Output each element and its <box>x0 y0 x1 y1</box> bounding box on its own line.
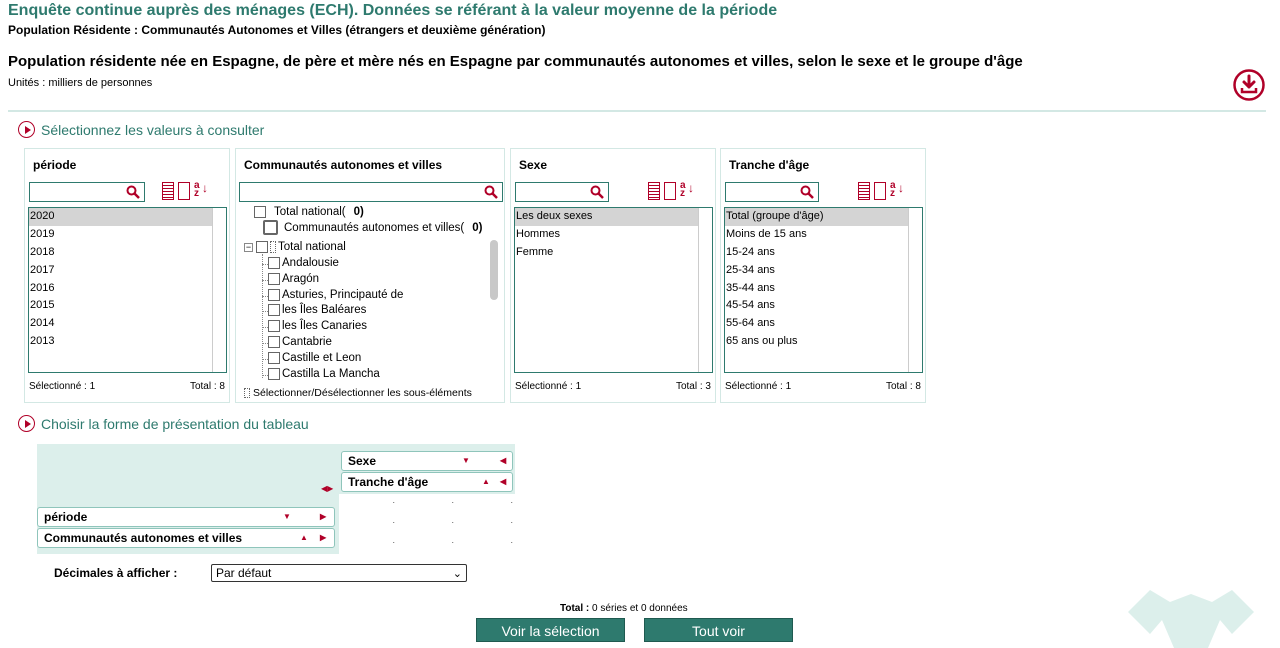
tree-item-label: Andalousie <box>282 257 339 269</box>
periode-scrollbar[interactable] <box>212 208 226 372</box>
table-layout-grid <box>37 444 515 554</box>
periode-selected-count: Sélectionné : 1 <box>29 381 96 392</box>
header-divider <box>8 110 1266 112</box>
list-item[interactable]: 65 ans ou plus <box>726 335 798 348</box>
ccaa-toggle-children[interactable] <box>244 387 472 399</box>
checkbox[interactable] <box>268 368 280 380</box>
layout-section-title: Choisir la forme de présentation du tableau <box>41 415 309 432</box>
deselect-all-icon[interactable] <box>664 182 676 200</box>
total-summary <box>560 603 688 614</box>
tree-item[interactable] <box>268 336 332 348</box>
age-tools <box>858 182 906 200</box>
grid-cell: . <box>510 515 513 525</box>
move-right-icon[interactable]: ▶ <box>320 512 327 521</box>
move-left-icon[interactable]: ◀ <box>500 477 507 486</box>
grid-cell: . <box>451 535 454 545</box>
sexe-scrollbar[interactable] <box>698 208 712 372</box>
ccaa-search-input[interactable] <box>239 182 503 202</box>
units-line <box>8 77 152 89</box>
tree-item[interactable] <box>268 257 339 269</box>
page-title: Enquête continue auprès des ménages (ECH). Données se référant à la valeur moyenne de la période <box>8 2 778 19</box>
panel-periode <box>24 148 230 403</box>
tree-item[interactable] <box>268 368 380 380</box>
tree-item-label: Asturies, Principauté de <box>282 288 404 301</box>
tree-select-icon <box>244 388 250 398</box>
decimals-select-value: Par défaut <box>216 566 272 580</box>
sort-az-icon[interactable]: a z ↓ <box>890 180 904 199</box>
checkbox[interactable] <box>268 352 280 364</box>
units-value: milliers de personnes <box>48 77 153 89</box>
search-icon[interactable] <box>590 185 604 199</box>
tree-item[interactable] <box>268 273 319 285</box>
checkbox[interactable] <box>268 289 280 301</box>
list-item[interactable]: Les deux sexes <box>515 208 699 226</box>
select-all-icon[interactable] <box>858 182 870 200</box>
panel-sexe <box>510 148 716 403</box>
checkbox[interactable] <box>268 320 280 332</box>
age-selected-count: Sélectionné : 1 <box>725 381 792 392</box>
total-and: et <box>629 603 639 614</box>
search-icon[interactable] <box>484 185 498 199</box>
grid-cell: . <box>510 535 513 545</box>
list-item[interactable]: 25-34 ans <box>726 263 775 276</box>
list-item[interactable]: 2018 <box>30 245 55 258</box>
periode-listbox[interactable] <box>28 207 227 373</box>
checkbox[interactable] <box>263 220 278 235</box>
tree-item-label: Cantabrie <box>282 336 332 348</box>
sexe-listbox[interactable] <box>514 207 713 373</box>
periode-search-input[interactable] <box>29 182 145 202</box>
select-all-icon[interactable] <box>648 182 660 200</box>
sexe-selected-count: Sélectionné : 1 <box>515 381 582 392</box>
sexe-search-input[interactable] <box>515 182 609 202</box>
list-item[interactable]: 35-44 ans <box>726 281 775 294</box>
view-all-button[interactable]: Tout voir <box>644 618 793 642</box>
sort-down-icon[interactable]: ▼ <box>283 512 291 521</box>
checkbox[interactable] <box>268 336 280 348</box>
grid-cell: . <box>451 515 454 525</box>
list-item[interactable]: 2014 <box>30 317 55 330</box>
deselect-all-icon[interactable] <box>178 182 190 200</box>
play-circle-icon <box>18 121 35 138</box>
ccaa-toggle-children-label: Sélectionner/Désélectionner les sous-éléments <box>253 387 472 399</box>
grid-cell: . <box>392 535 395 545</box>
list-item[interactable]: Femme <box>516 245 554 258</box>
tree-item[interactable] <box>268 320 367 332</box>
select-values-section-title: Sélectionnez les valeurs à consulter <box>41 121 265 138</box>
decimals-select[interactable] <box>211 564 467 582</box>
periode-tools <box>162 182 210 200</box>
checkbox[interactable] <box>254 206 266 218</box>
total-series: 0 séries <box>592 603 628 614</box>
checkbox[interactable] <box>268 304 280 316</box>
ccaa-villes-count: 0) <box>472 221 483 234</box>
total-data: 0 données <box>640 603 688 614</box>
sort-az-icon[interactable]: a z ↓ <box>194 180 208 199</box>
tree-item-label: Castilla La Mancha <box>282 367 380 380</box>
sexe-total-count: Total : 3 <box>675 381 711 392</box>
move-right-icon[interactable]: ▶ <box>320 533 327 542</box>
tree-item-label: Aragón <box>282 272 320 285</box>
units-label: Unités : <box>8 77 46 89</box>
list-item[interactable]: 2016 <box>30 281 55 294</box>
tree-node-icon <box>270 241 276 253</box>
download-icon[interactable] <box>1233 69 1265 101</box>
panel-periode-title: période <box>33 158 77 172</box>
list-item[interactable]: 2020 <box>29 208 213 226</box>
grid-cell: . <box>392 495 395 505</box>
tree-item-label: les Îles Baléares <box>282 304 367 317</box>
ccaa-villes-option[interactable] <box>263 220 482 235</box>
grid-cell: . <box>392 515 395 525</box>
total-label: Total : <box>560 603 590 614</box>
layout-section-toggle[interactable] <box>18 415 309 432</box>
col-var-sexe[interactable] <box>341 451 513 471</box>
list-item[interactable]: 2013 <box>30 335 55 348</box>
select-all-icon[interactable] <box>162 182 174 200</box>
sort-up-icon[interactable]: ▲ <box>300 533 308 542</box>
page-subtitle: Population Résidente : Communautés Autonomes et Villes (étrangers et deuxième génération) <box>8 23 546 37</box>
tree-item-label: Castille et Leon <box>282 351 362 364</box>
grid-cell: . <box>451 495 454 505</box>
periode-total-count: Total : 8 <box>189 381 225 392</box>
total-national-label: Total national( <box>274 206 346 218</box>
search-icon[interactable] <box>126 185 140 199</box>
sort-az-icon[interactable]: a z ↓ <box>680 180 694 199</box>
panel-ccaa-title: Communautés autonomes et villes <box>244 158 443 172</box>
play-circle-icon <box>18 415 35 432</box>
chevron-down-icon: ⌄ <box>452 568 462 580</box>
tree-item[interactable] <box>268 352 361 364</box>
row-var-ccaa[interactable] <box>37 528 335 548</box>
row-var-periode-label: période <box>44 510 88 524</box>
list-item[interactable]: 2019 <box>30 227 55 240</box>
list-item[interactable]: Hommes <box>516 227 561 240</box>
tree-item[interactable] <box>268 289 403 301</box>
ccaa-villes-label: Communautés autonomes et villes( <box>284 221 465 234</box>
tree-root-label: Total national <box>278 241 346 253</box>
sort-down-icon[interactable]: ▼ <box>462 456 470 465</box>
row-var-ccaa-label: Communautés autonomes et villes <box>44 531 243 545</box>
list-item[interactable]: 2017 <box>30 263 55 276</box>
age-search-input[interactable] <box>725 182 819 202</box>
col-var-age[interactable] <box>341 472 513 492</box>
grid-cell: . <box>510 495 513 505</box>
table-title: Population résidente née en Espagne, de père et mère nés en Espagne par communautés autonomes et villes, selon le sexe et le groupe d'âge <box>8 53 1023 70</box>
age-total-count: Total : 8 <box>885 381 921 392</box>
scroll-top-icon[interactable] <box>1128 590 1254 648</box>
row-var-periode[interactable] <box>37 507 335 527</box>
checkbox[interactable] <box>268 257 280 269</box>
ccaa-scrollbar[interactable] <box>490 240 498 300</box>
total-national-option[interactable] <box>254 206 364 218</box>
search-icon[interactable] <box>800 185 814 199</box>
col-var-sexe-label: Sexe <box>348 454 377 468</box>
decimals-label: Décimales à afficher : <box>54 566 178 580</box>
panel-age <box>720 148 926 403</box>
view-selection-button[interactable]: Voir la sélection <box>476 618 625 642</box>
grid-corner <box>37 444 339 494</box>
list-item[interactable]: 2015 <box>30 299 55 312</box>
move-left-icon[interactable]: ◀ <box>500 456 507 465</box>
age-listbox[interactable] <box>724 207 923 373</box>
checkbox[interactable] <box>256 241 268 253</box>
total-national-count: 0) <box>353 206 364 218</box>
tree-item[interactable] <box>268 304 366 316</box>
sort-up-icon[interactable]: ▲ <box>482 477 490 486</box>
list-item[interactable]: Total (groupe d'âge) <box>725 208 909 226</box>
list-item[interactable]: Moins de 15 ans <box>726 227 807 240</box>
list-item[interactable]: 15-24 ans <box>726 245 775 258</box>
checkbox[interactable] <box>268 273 280 285</box>
collapse-icon[interactable]: − <box>245 241 252 252</box>
tree-item-label: les Îles Canaries <box>282 320 368 333</box>
age-scrollbar[interactable] <box>908 208 922 372</box>
list-item[interactable]: 45-54 ans <box>726 299 775 312</box>
deselect-all-icon[interactable] <box>874 182 886 200</box>
panel-age-title: Tranche d'âge <box>729 158 810 172</box>
tree-root-total-national[interactable] <box>244 241 346 253</box>
list-item[interactable]: 55-64 ans <box>726 317 775 330</box>
sexe-tools <box>648 182 696 200</box>
panel-sexe-title: Sexe <box>519 158 548 172</box>
col-var-age-label: Tranche d'âge <box>348 475 429 489</box>
swap-axes-icon[interactable]: ◀▶ <box>321 484 334 493</box>
select-values-section-toggle[interactable] <box>18 121 264 138</box>
